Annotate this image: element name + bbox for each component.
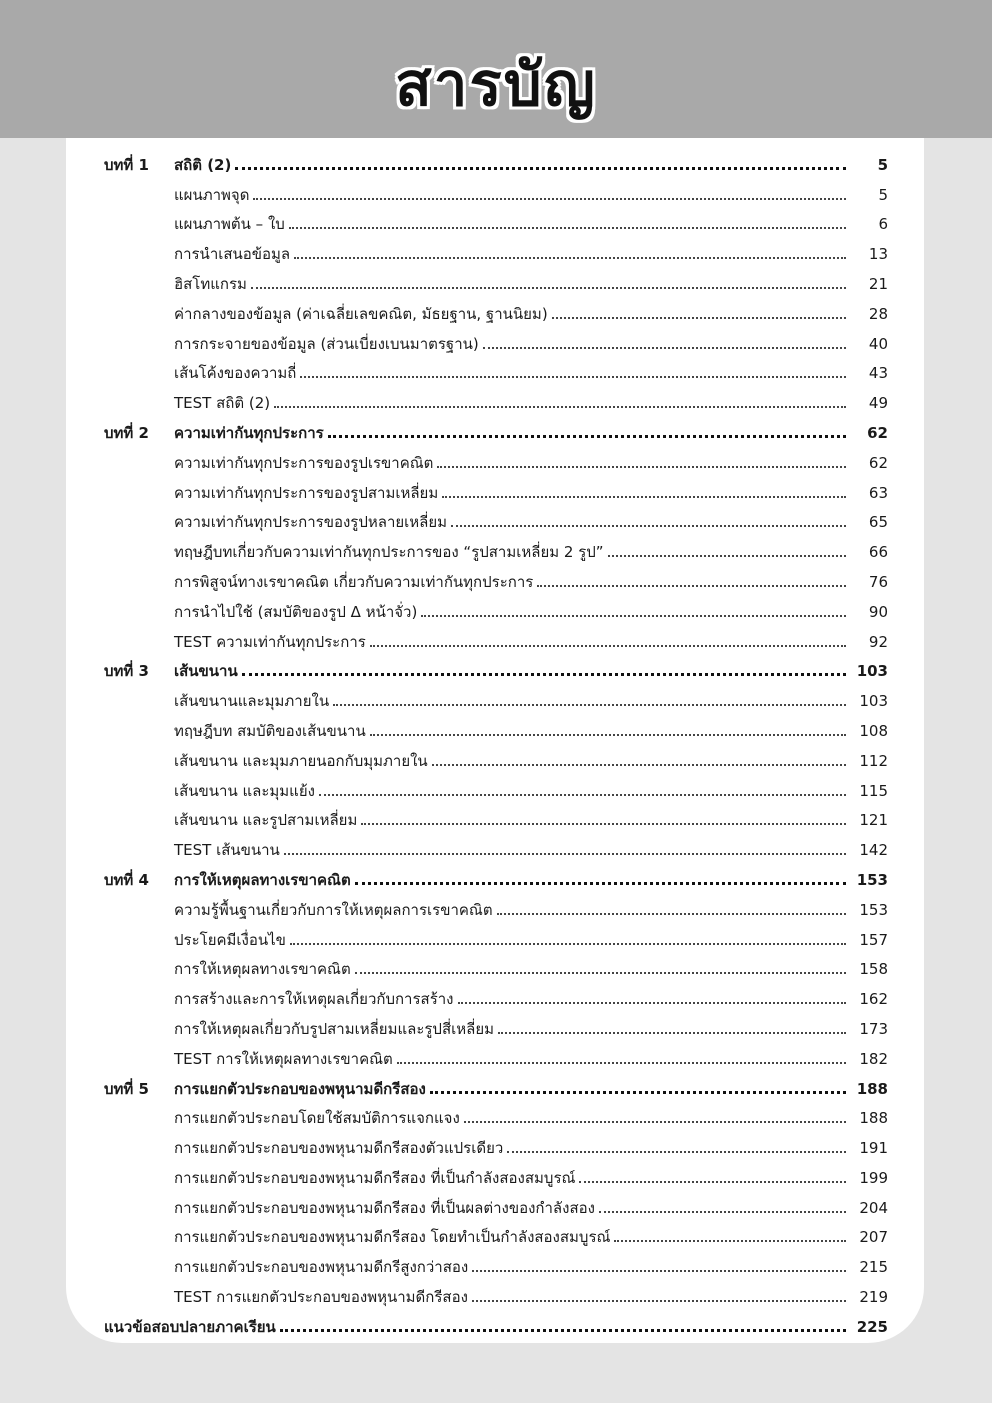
page-number: 40 [868, 334, 888, 353]
page-number: 76 [868, 572, 888, 591]
page-number: 121 [859, 811, 888, 830]
page-number: 158 [859, 960, 888, 979]
entry-title: ความเท่ากันทุกประการของรูปหลายเหลี่ยม [174, 513, 448, 532]
chapter-label: บทที่ 4 [104, 870, 149, 889]
toc-chapter-row [104, 146, 888, 176]
entry-title: ค่ากลางของข้อมูล (ค่าเฉลี่ยเลขคณิต, มัธยฐาน, ฐานนิยม) [174, 304, 548, 323]
page-number: 207 [859, 1228, 888, 1247]
toc-entry-row [104, 1248, 888, 1278]
dot-leader [355, 881, 846, 885]
page-number: 13 [868, 245, 888, 264]
toc-entry-row [104, 1129, 888, 1159]
page-number: 62 [868, 453, 888, 472]
toc-entry-row [104, 742, 888, 772]
toc-entry-row [104, 563, 888, 593]
entry-title: การแยกตัวประกอบของพหุนามดีกรีสอง โดยทำเป็นกำลังสองสมบูรณ์ [174, 1228, 611, 1247]
toc-entry-row [104, 1219, 888, 1249]
page-number: 153 [856, 870, 888, 889]
entry-title: ความรู้พื้นฐานเกี่ยวกับการให้เหตุผลการเรขาคณิต [174, 900, 493, 919]
entry-title: การให้เหตุผลเกี่ยวกับรูปสามเหลี่ยมและรูปสี่เหลี่ยม [174, 1019, 494, 1038]
dot-leader [430, 1090, 846, 1094]
dot-leader [442, 495, 846, 498]
dot-leader [328, 434, 846, 438]
toc-entry-row [104, 772, 888, 802]
dot-leader [333, 703, 846, 706]
dot-leader [451, 524, 846, 527]
entry-title: การให้เหตุผลทางเรขาคณิต [174, 870, 351, 889]
page-number: 66 [868, 543, 888, 562]
dot-leader [599, 1210, 846, 1213]
entry-title: ความเท่ากันทุกประการของรูปเรขาคณิต [174, 453, 434, 472]
entry-title: เส้นขนาน และมุมแย้ง [174, 781, 315, 800]
dot-leader [608, 554, 846, 557]
toc-entry-row [104, 623, 888, 653]
entry-title: TEST การให้เหตุผลทางเรขาคณิต [174, 1049, 393, 1068]
entry-title: การแยกตัวประกอบโดยใช้สมบัติการแจกแจง [174, 1109, 460, 1128]
page-number: 112 [859, 751, 888, 770]
toc-entry-row [104, 355, 888, 385]
dot-leader [370, 733, 846, 736]
toc-entry-row [104, 1159, 888, 1189]
page-number: 21 [868, 274, 888, 293]
page-number: 5 [878, 185, 888, 204]
entry-title: ความเท่ากันทุกประการ [174, 423, 324, 442]
toc-entry-row [104, 921, 888, 951]
entry-title: การแยกตัวประกอบของพหุนามดีกรีสอง ที่เป็นผลต่างของกำลังสอง [174, 1198, 595, 1217]
dot-leader [421, 614, 846, 617]
toc-entry-row [104, 295, 888, 325]
toc-entry-row [104, 474, 888, 504]
page-number: 43 [868, 364, 888, 383]
page-number: 182 [859, 1049, 888, 1068]
toc-entry-row [104, 504, 888, 534]
dot-leader [483, 346, 846, 349]
dot-leader [397, 1061, 846, 1064]
toc-chapter-row [104, 653, 888, 683]
dot-leader [235, 166, 846, 170]
dot-leader [280, 1328, 846, 1332]
toc-final-row [104, 1308, 888, 1338]
dot-leader [355, 971, 846, 974]
chapter-label: บทที่ 5 [104, 1079, 149, 1098]
entry-title: สถิติ (2) [174, 155, 232, 174]
page-number: 219 [859, 1288, 888, 1307]
table-of-contents [104, 146, 888, 1338]
page-number: 62 [867, 423, 888, 442]
dot-leader [579, 1180, 846, 1183]
dot-leader [251, 286, 846, 289]
entry-title: ความเท่ากันทุกประการของรูปสามเหลี่ยม [174, 483, 439, 502]
toc-entry-row [104, 384, 888, 414]
page-number: 204 [859, 1198, 888, 1217]
entry-title: การแยกตัวประกอบของพหุนามดีกรีสูงกว่าสอง [174, 1258, 469, 1277]
toc-entry-row [104, 682, 888, 712]
dot-leader [242, 672, 846, 676]
entry-title: เส้นขนาน [174, 662, 238, 681]
entry-title: การให้เหตุผลทางเรขาคณิต [174, 960, 351, 979]
dot-leader [552, 316, 846, 319]
entry-title: การแยกตัวประกอบของพหุนามดีกรีสอง ที่เป็นกำลังสองสมบูรณ์ [174, 1168, 576, 1187]
page-number: 115 [859, 781, 888, 800]
page-number: 108 [859, 721, 888, 740]
entry-title: การสร้างและการให้เหตุผลเกี่ยวกับการสร้าง [174, 990, 454, 1009]
entry-title: การพิสูจน์ทางเรขาคณิต เกี่ยวกับความเท่ากันทุกประการ [174, 572, 534, 591]
entry-title: เส้นขนานและมุมภายใน [174, 692, 330, 711]
page-number: 92 [868, 632, 888, 651]
dot-leader [370, 644, 846, 647]
chapter-label: บทที่ 3 [104, 662, 149, 681]
toc-entry-row [104, 325, 888, 355]
dot-leader [319, 793, 846, 796]
chapter-label: บทที่ 2 [104, 423, 149, 442]
page-number: 142 [859, 841, 888, 860]
page-number: 5 [877, 155, 888, 174]
entry-title: TEST ความเท่ากันทุกประการ [174, 632, 366, 651]
dot-leader [284, 852, 846, 855]
dot-leader [437, 465, 846, 468]
toc-entry-row [104, 1040, 888, 1070]
toc-chapter-row [104, 414, 888, 444]
entry-title: แนวข้อสอบปลายภาคเรียน [104, 1317, 276, 1336]
entry-title: เส้นขนาน และมุมภายนอกกับมุมภายใน [174, 751, 428, 770]
page-number: 103 [856, 662, 888, 681]
entry-title: การแยกตัวประกอบของพหุนามดีกรีสองตัวแปรเดียว [174, 1139, 504, 1158]
page-number: 188 [856, 1079, 888, 1098]
page-number: 188 [859, 1109, 888, 1128]
toc-entry-row [104, 533, 888, 563]
entry-title: เส้นขนาน และรูปสามเหลี่ยม [174, 811, 358, 830]
dot-leader [472, 1269, 846, 1272]
dot-leader [464, 1120, 846, 1123]
toc-entry-row [104, 1189, 888, 1219]
entry-title: การนำเสนอข้อมูล [174, 245, 291, 264]
toc-entry-row [104, 176, 888, 206]
dot-leader [472, 1299, 846, 1302]
entry-title: การนำไปใช้ (สมบัติของรูป Δ หน้าจั่ว) [174, 602, 418, 621]
entry-title: ฮิสโทแกรม [174, 274, 247, 293]
toc-entry-row [104, 831, 888, 861]
page-number: 225 [856, 1317, 888, 1336]
dot-leader [274, 405, 846, 408]
entry-title: TEST เส้นขนาน [174, 841, 280, 860]
entry-title: แผนภาพจุด [174, 185, 250, 204]
toc-entry-row [104, 712, 888, 742]
dot-leader [537, 584, 846, 587]
page-number: 153 [859, 900, 888, 919]
entry-title: ประโยคมีเงื่อนไข [174, 930, 286, 949]
entry-title: TEST การแยกตัวประกอบของพหุนามดีกรีสอง [174, 1288, 468, 1307]
dot-leader [253, 197, 846, 200]
page-number: 49 [868, 394, 888, 413]
toc-chapter-row [104, 861, 888, 891]
chapter-label: บทที่ 1 [104, 155, 149, 174]
toc-entry-row [104, 802, 888, 832]
page-number: 162 [859, 990, 888, 1009]
dot-leader [290, 942, 846, 945]
dot-leader [294, 256, 846, 259]
toc-entry-row [104, 206, 888, 236]
entry-title: เส้นโค้งของความถี่ [174, 364, 297, 383]
dot-leader [614, 1239, 846, 1242]
entry-title: TEST สถิติ (2) [174, 394, 271, 413]
dot-leader [507, 1150, 846, 1153]
toc-entry-row [104, 265, 888, 295]
dot-leader [432, 763, 846, 766]
page-title: สารบัญ [395, 50, 597, 120]
toc-entry-row [104, 891, 888, 921]
page-number: 90 [868, 602, 888, 621]
toc-entry-row [104, 1010, 888, 1040]
page-number: 173 [859, 1019, 888, 1038]
dot-leader [458, 1001, 847, 1004]
toc-entry-row [104, 593, 888, 623]
entry-title: แผนภาพต้น – ใบ [174, 215, 285, 234]
entry-title: ทฤษฎีบท สมบัติของเส้นขนาน [174, 721, 366, 740]
toc-entry-row [104, 235, 888, 265]
page-number: 63 [868, 483, 888, 502]
dot-leader [498, 1031, 846, 1034]
toc-entry-row [104, 980, 888, 1010]
page-number: 103 [859, 692, 888, 711]
entry-title: การกระจายของข้อมูล (ส่วนเบี่ยงเบนมาตรฐาน) [174, 334, 479, 353]
toc-entry-row [104, 444, 888, 474]
entry-title: ทฤษฎีบทเกี่ยวกับความเท่ากันทุกประการของ “รูปสามเหลี่ยม 2 รูป” [174, 543, 604, 562]
toc-entry-row [104, 1278, 888, 1308]
toc-entry-row [104, 951, 888, 981]
page-number: 199 [859, 1168, 888, 1187]
page-number: 28 [868, 304, 888, 323]
page-number: 191 [859, 1139, 888, 1158]
toc-chapter-row [104, 1070, 888, 1100]
dot-leader [361, 822, 846, 825]
page-number: 215 [859, 1258, 888, 1277]
dot-leader [289, 226, 846, 229]
dot-leader [497, 912, 846, 915]
page-number: 157 [859, 930, 888, 949]
entry-title: การแยกตัวประกอบของพหุนามดีกรีสอง [174, 1079, 426, 1098]
toc-entry-row [104, 1100, 888, 1130]
page-number: 65 [868, 513, 888, 532]
dot-leader [300, 375, 846, 378]
page-number: 6 [878, 215, 888, 234]
